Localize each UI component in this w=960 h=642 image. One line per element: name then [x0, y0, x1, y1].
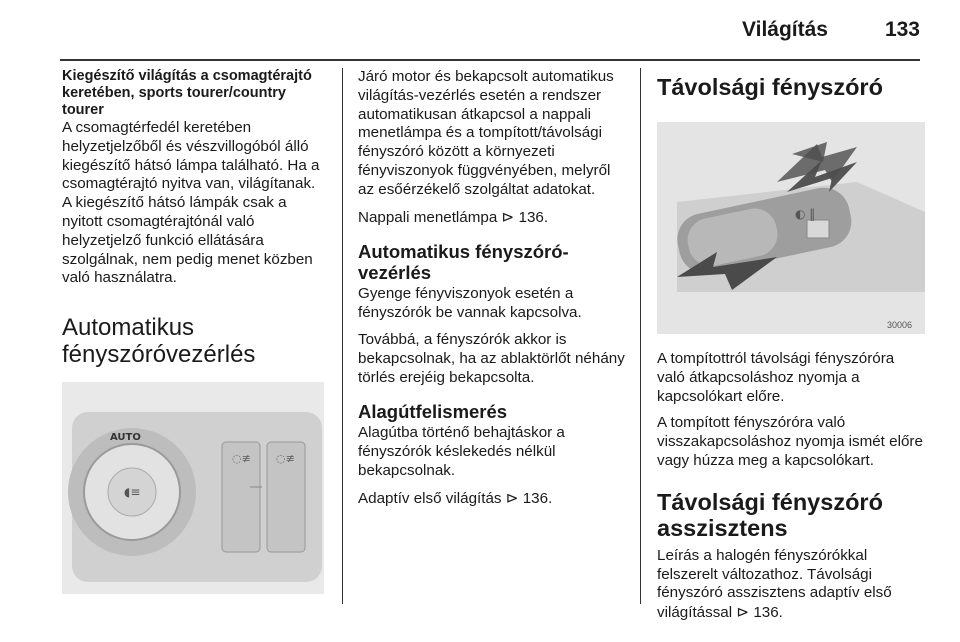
reference-page: 136. — [753, 604, 783, 622]
svg-text:◖≡: ◖≡ — [124, 485, 141, 500]
paragraph-with-reference — [657, 547, 925, 623]
paragraph: Alagútba történő behajtáskor a fényszórók késlekedés nélkül bekapcsolnak. — [358, 424, 565, 479]
reference-page: 136. — [522, 489, 553, 507]
column-divider-1 — [342, 68, 343, 604]
column-1 — [62, 68, 324, 594]
stalk-illustration — [657, 122, 925, 334]
header-rule — [60, 59, 920, 61]
paragraph: A csomagtérfedél keretében helyzetjelzőből és vészvillogóból álló kiegészítő hátsó lámpa található. Ha a csomagtérajtó nyitva van, világítanak. A kiegészítő hátsó lámpák csak a nyitott csomagtérajtónál való helyzetjelző funkció ellátására szolgálnak, nem pedig menet közben való használatra. — [62, 119, 320, 287]
paragraph: Továbbá, a fényszórók akkor is bekapcsolnak, ha az ablaktörlőt néhány törlés erejéig bekapcsolta. — [358, 330, 625, 386]
svg-text:◌≢: ◌≢ — [232, 452, 251, 466]
svg-text:◐ ‖: ◐ ‖ — [795, 207, 816, 221]
auto-label: AUTO — [110, 432, 141, 444]
figure-code: 30006 — [887, 320, 913, 330]
subheading-tunnel-detection: Alagútfelismerés — [358, 401, 508, 423]
reference-text: Adaptív első világítás — [358, 489, 502, 507]
reference-page: 136. — [518, 208, 549, 226]
right-arrow-icon: ⊳ — [505, 488, 519, 507]
subheading-auto-headlight: Automatikus fényszóró-vezérlés — [358, 241, 569, 284]
column-divider-2 — [640, 68, 641, 604]
paragraph-text: Leírás a halogén fényszórókkal felszerelt változathoz. Távolsági fényszóró asszisztens adaptív első világítással — [657, 546, 892, 622]
paragraph: Járó motor és bekapcsolt automatikus világítás-vezérlés esetén a rendszer automatikusan átkapcsol a nappali menetlámpa és a tompított/távolsági fényszóró között a környezeti fényviszonyok függvényében, melyről az esőérzékelő szolgáltat adatokat. — [358, 68, 614, 198]
reference-text: Nappali menetlámpa — [358, 208, 498, 226]
light-switch-illustration — [62, 382, 324, 594]
section-heading-auto-light: Automatikus fényszóróvezérlés — [62, 314, 256, 369]
paragraph: Gyenge fényviszonyok esetén a fényszórók be vannak kapcsolva. — [358, 285, 582, 322]
svg-text:◌≢: ◌≢ — [276, 452, 295, 466]
right-arrow-icon: ⊳ — [736, 603, 750, 622]
cross-reference — [358, 489, 628, 509]
light-switch-figure — [62, 382, 324, 594]
stalk-figure — [657, 122, 925, 334]
column-3 — [657, 68, 925, 631]
section-heading-high-beam: Távolsági fényszóró — [657, 74, 883, 100]
page-header — [60, 0, 920, 59]
paragraph: A tompítottról távolsági fényszóróra való átkapcsoláshoz nyomja a kapcsolókart előre. — [657, 350, 895, 405]
section-heading-high-beam-assist: Távolsági fényszóró asszisztens — [657, 488, 883, 541]
header-title: Világítás — [742, 18, 828, 41]
section-heading-trunk-lighting: Kiegészítő világítás a csomagtérajtó keretében, sports tourer/country tourer — [62, 68, 312, 118]
column-2 — [358, 68, 628, 517]
right-arrow-icon: ⊳ — [501, 207, 515, 226]
cross-reference — [358, 208, 628, 228]
page-number: 133 — [884, 18, 920, 41]
paragraph: A tompított fényszóróra való visszakapcsoláshoz nyomja ismét előre vagy húzza meg a kapcsolókart. — [657, 414, 923, 469]
